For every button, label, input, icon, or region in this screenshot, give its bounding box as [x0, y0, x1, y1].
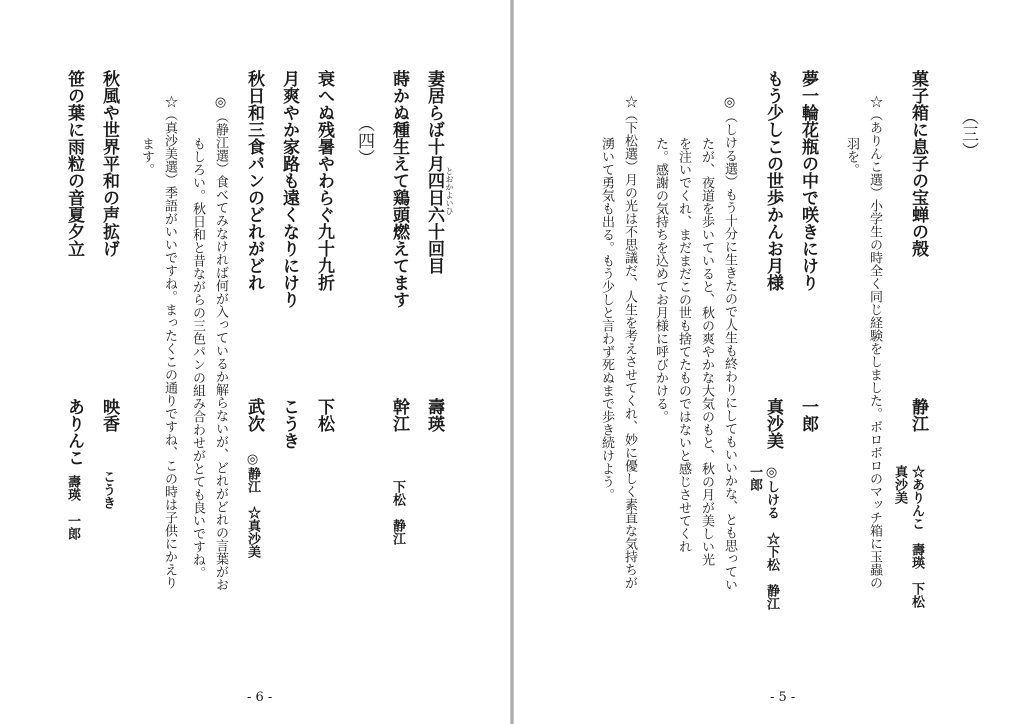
poem-2: 夢一輪花瓶の中で咲きにけり [798, 70, 818, 291]
poem-1-votes: ☆ありんこ 壽瑛 下松 [909, 465, 924, 608]
poem-6-author: 映香 [99, 398, 119, 432]
poem-5-author: 武次 [244, 398, 264, 432]
poem-4-author: こうき [279, 398, 299, 449]
comment-shikeru-cont1: たが、夜道を歩いていると、秋の爽やかな大気のもと、秋の月が美しい光 [699, 137, 714, 566]
comment-shikeru: ◎（しける選）もう十分に生きたので人生も終わりにしてもいいかな、とも思ってい [722, 95, 737, 591]
poem-1: 菓子箱に息子の宝蝉の殻 [908, 70, 928, 257]
poem-1-ruby: とおかよいひ [445, 167, 454, 215]
poem-1: 妻居らば十月四日六十回目 [424, 70, 444, 274]
poem-3: もう少しこの世歩かんお月様 [763, 70, 783, 291]
comment-shikeru-cont3: た。感謝の気持ちを込めてお月様に呼びかける。 [653, 137, 668, 423]
comment-arinko: ☆（ありんこ選）小学生の時全く同じ経験をしました。ボロボロのマッチ箱に玉蟲の [867, 95, 882, 589]
comment-kudamatsu: ☆（下松選）月の光は不思議だ、人生を考えさせてくれ、妙に優しく素直な気持ちが [622, 95, 637, 589]
poem-1-author: 壽瑛 [424, 398, 444, 432]
page-6 [0, 0, 510, 724]
poem-5-votes: ◎静江 ☆真沙美 [245, 452, 260, 558]
poem-6-votes: こうき [100, 470, 115, 509]
comment-shikeru-cont2: を注いでくれ、まだまだこの世も捨てたものではないと感じさせてくれ [676, 137, 691, 553]
section-heading-4: （四） [354, 115, 374, 166]
comment-masami: ☆（真沙美選）季語がいいですね。まったくこの通りですね、この時は子供にかえり [162, 95, 177, 589]
poem-6: 秋風や世界平和の声拡げ [99, 70, 119, 257]
poem-2-author: 幹江 [389, 398, 409, 432]
poem-3-author: 下松 [314, 398, 334, 432]
page-5 [514, 0, 1024, 724]
poem-5: 秋日和三食パンのどれがどれ [244, 70, 264, 291]
poem-2-votes: 下松 静江 [390, 480, 405, 545]
poem-7-votes: 壽瑛 一郎 [65, 475, 80, 540]
comment-masami-cont: ます。 [139, 137, 154, 176]
poem-3: 衰へぬ残暑やわらぐ九十九折 [314, 70, 334, 291]
comment-arinko-cont: 羽を。 [844, 137, 859, 176]
poem-3-votes-cont: 一郎 [747, 465, 762, 491]
poem-2: 蒔かぬ種生えて鶏頭燃えてます [389, 70, 409, 308]
page-number-5: - 5 - [770, 690, 796, 705]
comment-kudamatsu-cont: 湧いて勇気も出る。もう少しと言わず死ぬまで歩き続けよう。 [599, 137, 614, 501]
poem-1-author: 静江 [908, 398, 928, 432]
poem-3-votes: ◎しける ☆下松 静江 [764, 465, 779, 610]
comment-shizue-cont: もしろい。秋日和と昔ながらの三色パンの組み合わせがとても良いですね。 [190, 137, 205, 579]
poem-7-author: ありんこ [64, 398, 84, 466]
poem-4: 月爽やか家路も遠くなりにけり [279, 70, 299, 308]
poem-1-votes-cont: 真沙美 [892, 465, 907, 504]
poem-7: 笹の葉に雨粒の音夏夕立 [64, 70, 84, 257]
section-heading-3: （三） [958, 108, 978, 159]
poem-3-author: 真沙美 [763, 398, 783, 449]
page-number-6: - 6 - [247, 690, 273, 705]
comment-shizue: ◎（静江選）食べてみなければ何が入っているか解らないが、どれがどれの言葉がお [213, 95, 228, 591]
poem-2-author: 一郎 [798, 398, 818, 432]
